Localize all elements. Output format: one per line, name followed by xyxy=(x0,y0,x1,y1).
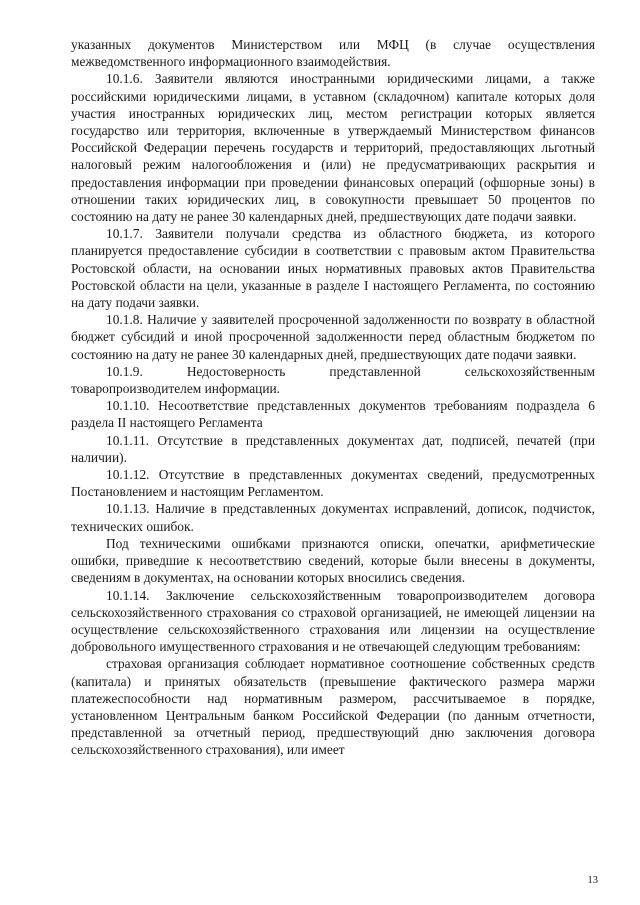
paragraph-10-1-9: 10.1.9. Недостоверность представленной сельскохозяйственным товаропроизводителем информации. xyxy=(71,363,595,397)
paragraph-insurer-requirements: страховая организация соблюдает нормативное соотношение собственных средств (капитала) и принятых обязательств (превышение фактического размера маржи платежеспособности над нормативным размером, рассчитываемое в порядке, установленном Центральным банком Российской Федерации (по данным отчетности, представленной за отчетный период, предшествующий дню заключения договора сельскохозяйственного страхования), или имеет xyxy=(71,656,595,758)
paragraph-technical-errors: Под техническими ошибками признаются описки, опечатки, арифметические ошибки, приведшие к несоответствию сведений, которые были внесены в документы, сведениям в документах, на основании которых вносились сведения. xyxy=(71,535,595,586)
paragraph-10-1-14: 10.1.14. Заключение сельскохозяйственным товаропроизводителем договора сельскохозяйственного страхования со страховой организацией, не имеющей лицензии на осуществление сельскохозяйственного страхования или лицензии на осуществление добровольного имущественного страхования и не отвечающей следующим требованиям: xyxy=(71,587,595,655)
document-body xyxy=(71,36,595,759)
paragraph-continuation: указанных документов Министерством или МФЦ (в случае осуществления межведомственного информационного взаимодействия. xyxy=(71,37,595,70)
paragraph-10-1-13: 10.1.13. Наличие в представленных документах исправлений, дописок, подчисток, технических ошибок. xyxy=(71,501,595,534)
paragraph-10-1-7: 10.1.7. Заявители получали средства из областного бюджета, из которого планируется предоставление субсидии в соответствии с правовым актом Правительства Ростовской области, на основании иных нормативных правовых актов Правительства Ростовской области на цели, указанные в разделе I настоящего Регламента, по состоянию на дату подачи заявки. xyxy=(71,226,595,311)
paragraph-10-1-8: 10.1.8. Наличие у заявителей просроченной задолженности по возврату в областной бюджет субсидий и иной просроченной задолженности перед областным бюджетом по состоянию на дату не ранее 30 календарных дней, предшествующих дате подачи заявки. xyxy=(71,312,595,362)
paragraph-10-1-10: 10.1.10. Несоответствие представленных документов требованиям подраздела 6 раздела II настоящего Регламента xyxy=(71,398,595,431)
page-number: 13 xyxy=(587,875,598,886)
paragraph-10-1-6: 10.1.6. Заявители являются иностранными юридическими лицами, а также российскими юридическими лицами, в уставном (складочном) капитале которых доля участия иностранных юридических лиц, местом регистрации которых является государство или территория, включенные в утверждаемый Министерством финансов Российской Федерации перечень государств и территорий, предоставляющих льготный налоговый режим налогообложения и (или) не предусматривающих раскрытия и предоставления информации при проведении финансовых операций (офшорные зоны) в отношении таких юридических лиц, в совокупности превышает 50 процентов по состоянию на дату не ранее 30 календарных дней, предшествующих дате подачи заявки. xyxy=(71,71,595,225)
paragraph-10-1-11: 10.1.11. Отсутствие в представленных документах дат, подписей, печатей (при наличии). xyxy=(71,432,595,465)
paragraph-10-1-12: 10.1.12. Отсутствие в представленных документах сведений, предусмотренных Постановлением и настоящим Регламентом. xyxy=(71,467,595,500)
